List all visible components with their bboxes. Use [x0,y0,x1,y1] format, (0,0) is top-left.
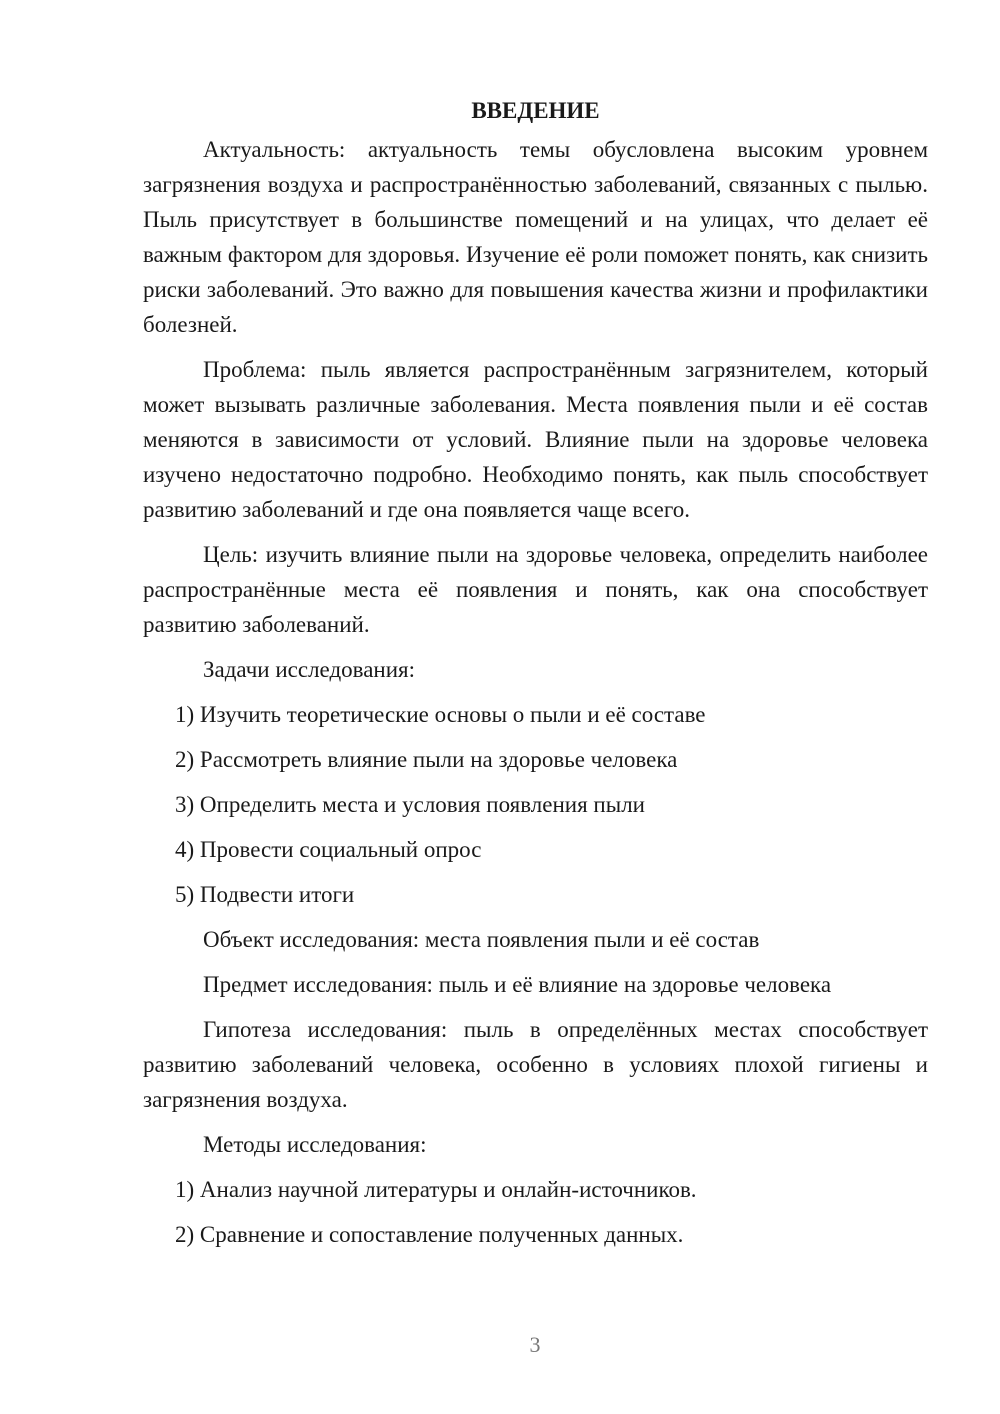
goal-paragraph: Цель: изучить влияние пыли на здоровье человека, определить наиболее распространённые места её появления и понять, как она способствует развитию заболеваний. [143,542,928,637]
list-item: 5) Подвести итоги [175,882,355,907]
list-item: 3) Определить места и условия появления пыли [175,792,645,817]
list-item: 2) Рассмотреть влияние пыли на здоровье человека [175,747,678,772]
relevance-paragraph: Актуальность: актуальность темы обусловлена высоким уровнем загрязнения воздуха и распространённостью заболеваний, связанных с пылью. Пыль присутствует в большинстве помещений и на улицах, что делает её важным фактором для здоровья. Изучение её роли поможет понять, как снизить риски заболеваний. Это важно для повышения качества жизни и профилактики болезней. [143,137,928,337]
problem-paragraph: Проблема: пыль является распространённым загрязнителем, который может вызывать различные заболевания. Места появления пыли и её состав меняются в зависимости от условий. Влияние пыли на здоровье человека изучено недостаточно подробно. Необходимо понять, как пыль способствует развитию заболеваний и где она появляется чаще всего. [143,357,928,522]
list-item: 2) Сравнение и сопоставление полученных данных. [175,1222,684,1247]
methods-list [143,1172,928,1252]
list-item: 1) Анализ научной литературы и онлайн-источников. [175,1177,697,1202]
methods-heading: Методы исследования: [203,1132,427,1157]
page-content [143,93,928,1262]
list-item: 4) Провести социальный опрос [175,837,482,862]
page-title: ВВЕДЕНИЕ [471,98,600,123]
hypothesis-paragraph: Гипотеза исследования: пыль в определённых местах способствует развитию заболеваний человека, особенно в условиях плохой гигиены и загрязнения воздуха. [143,1017,928,1112]
tasks-heading: Задачи исследования: [203,657,416,682]
object-line: Объект исследования: места появления пыли и её состав [203,927,760,952]
list-item: 1) Изучить теоретические основы о пыли и её составе [175,702,706,727]
page-number: 3 [529,1332,541,1357]
tasks-list [143,697,928,912]
subject-line: Предмет исследования: пыль и её влияние на здоровье человека [203,972,832,997]
